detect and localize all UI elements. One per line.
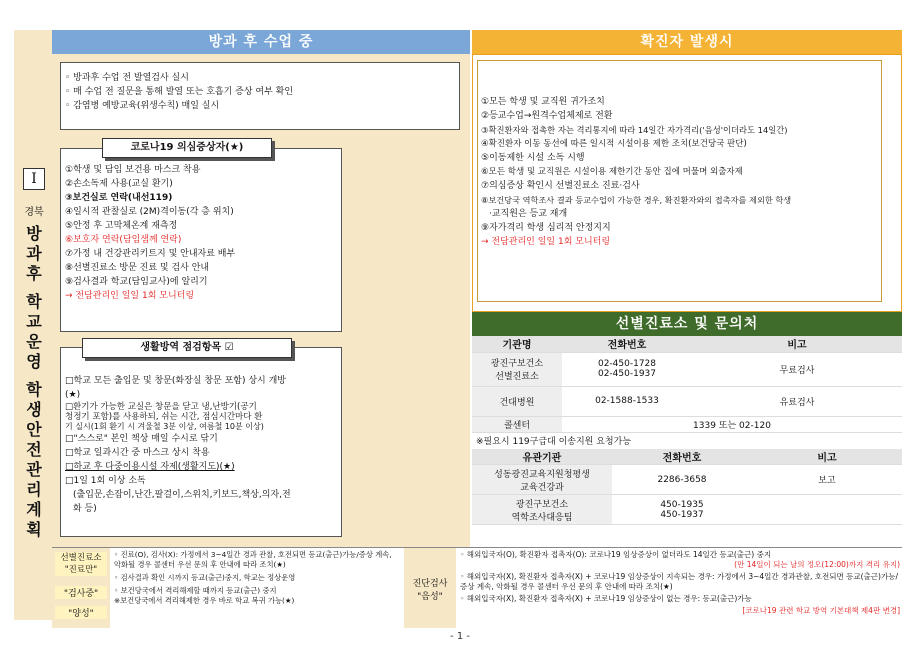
confirmed-item: ·교직원은 등교 재개 [489, 209, 568, 219]
vertical-title-char: 학 [26, 380, 42, 399]
vertical-title [19, 224, 49, 540]
clinic-header: 선별진료소 및 문의처 [472, 312, 902, 336]
suspect-item: ⑦가정 내 건강관리키트지 및 안내자료 배부 [65, 249, 236, 259]
precheck-box [60, 62, 460, 130]
cell-phone: 2286-3658 [612, 465, 752, 495]
cell-phone: 450-1935 450-1937 [612, 495, 752, 525]
confirmed-item: ④확진환자 이동 동선에 따른 일시적 시설이용 제한 조치(보건당국 판단) [481, 139, 747, 149]
cell-name: 성동광진교육지원청평생 교육건강과 [472, 465, 612, 495]
confirmed-item: ⑦의심증상 확인시 선별진료소 진료·검사 [481, 181, 640, 191]
vertical-title-char: 안 [26, 420, 42, 439]
bottom-note: ◦ 해외입국자(X), 확진환자 접촉자(X) + 코로나19 임상증상이 지속되는 경우: 가정에서 3~4일간 경과관찰, 호전되면 등교(출근)가능/증상 계속, 악화될 경우 콜센터 우선 문의 후 안내에 따라 조치(★) [460, 572, 898, 591]
suspect-item: ①학생 및 담임 보건용 마스크 착용 [65, 165, 201, 175]
clinic-panel [472, 336, 902, 548]
vertical-title-char: 후 [26, 264, 42, 283]
table-row [472, 416, 902, 432]
suspect-item: ②손소독제 사용(교실 환기) [65, 179, 173, 189]
confirmed-item: ③확진환자와 접촉한 자는 격리통지에 따라 14일간 자가격리('음성'이더라도 14일간) [481, 125, 788, 135]
cell-name: 콜센터 [472, 416, 562, 432]
cell-note: 유료검사 [692, 386, 902, 416]
life-item: (★) [65, 390, 81, 400]
vertical-title-char [19, 372, 49, 380]
suspect-item: ⑥보호자 연락(담임샘께 연락) [65, 235, 182, 245]
suspect-item: ③보건실로 연락(내선119) [65, 193, 173, 203]
confirmed-item: ②등교수업→원격수업체제로 전환 [481, 111, 613, 121]
col-header: 기관명 [472, 336, 562, 352]
confirmed-header: 확진자 발생시 [472, 30, 902, 54]
after-school-header: 방과 후 수업 중 [52, 30, 470, 54]
vertical-title-char: 획 [26, 520, 42, 539]
life-item: □환기가 가능한 교실은 창문을 닫고 냉,난방기(공기 [65, 402, 257, 412]
agency-table [472, 449, 902, 526]
life-item: (출입문,손잡이,난간,팔걸이,스위치,키보드,책상,의자,전 [73, 490, 291, 500]
clinic-note: ※필요시 119구급대 이송지원 요청가능 [476, 436, 632, 447]
cell-value: 1339 또는 02-120 [562, 416, 902, 432]
col-header: 전화번호 [562, 336, 692, 352]
col-header: 비고 [752, 449, 902, 465]
col-header: 비고 [692, 336, 902, 352]
cell-note [752, 495, 902, 525]
cell-note: 무료검사 [692, 352, 902, 386]
precheck-line: ◦ 감염병 예방교육(위생수칙) 매일 실시 [65, 101, 220, 111]
life-box [60, 347, 342, 537]
vertical-title-char: 계 [26, 500, 42, 519]
vertical-title-char: 관 [26, 460, 42, 479]
label-clinic-only: 선별진료소 "진료만" [55, 552, 107, 576]
vertical-title-char: 영 [26, 352, 42, 371]
life-item: 화 등) [73, 504, 97, 514]
cell-phone: 02-450-1728 02-450-1937 [562, 352, 692, 386]
col-header: 유관기관 [472, 449, 612, 465]
precheck-line: ◦ 방과후 수업 전 발열검사 실시 [65, 73, 189, 83]
label-testing: "검사중" [55, 586, 107, 599]
table-row [472, 465, 902, 495]
clinic-table [472, 336, 902, 433]
vertical-title-char: 전 [26, 440, 42, 459]
bottom-left-text [114, 550, 399, 606]
vertical-title-char: 학 [26, 292, 42, 311]
bottom-note: ◦ 보건당국에서 격리해제할 때까지 등교(출근) 중지 [114, 586, 277, 595]
section-number: I [23, 168, 45, 190]
bottom-right-text [460, 550, 900, 616]
suspect-item: ⑨검사결과 학교(담임교사)에 알리기 [65, 277, 208, 287]
confirmed-item: ⑥모든 학생 및 교직원은 시설이용 제한기간 동안 집에 머물며 외출자제 [481, 167, 743, 177]
table-row [472, 495, 902, 525]
bottom-note: ◦ 검사결과 확인 시까지 등교(출근)중지, 학교는 정상운영 [114, 573, 296, 582]
mid-label-line: "음성" [417, 592, 443, 602]
confirmed-item: ⑤이동제한 시설 소독 시행 [481, 153, 585, 163]
confirmed-item: ⑨자가격리 학생 심리적 안정지지 [481, 223, 611, 233]
vertical-title-char: 교 [26, 312, 42, 331]
confirmed-item: ①모든 학생 및 교직원 귀가조치 [481, 97, 605, 107]
vertical-title-char [19, 284, 49, 292]
life-item: □학교 일과시간 중 마스크 상시 착용 [65, 448, 210, 458]
mid-label-line: 진단검사 [412, 579, 448, 589]
bottom-note: (만 14일이 되는 날의 정오(12:00)까지 격리 유지) [734, 560, 900, 569]
table-row [472, 386, 902, 416]
vertical-title-char: 생 [26, 400, 42, 419]
suspect-title: 코로나19 의심증상자(★) [102, 138, 272, 158]
bottom-note: ※보건당국에서 격리해제한 경우 바로 학교 복귀 가능(★) [114, 596, 295, 605]
table-row [472, 352, 902, 386]
bottom-panel [52, 547, 902, 627]
page-number: - 1 - [450, 631, 470, 642]
life-item: □"스스로" 본인 책상 매일 수시로 닦기 [65, 434, 218, 444]
cell-name: 광진구보건소 선별진료소 [472, 352, 562, 386]
life-item: □하교 후 다중이용시설 자제(생활지도)(★) [65, 462, 235, 472]
suspect-box [60, 148, 342, 332]
suspect-item: ⑧선별진료소 방문 진료 및 검사 안내 [65, 263, 210, 273]
vertical-title-char: 운 [26, 332, 42, 351]
suspect-item: → 전담관리인 일일 1회 모니터링 [65, 291, 195, 301]
life-item: 청정기 포함)를 사용하되, 쉬는 시간, 점심시간마다 환 [65, 412, 263, 422]
bottom-note: ◦ 진료(O), 검사(X): 가정에서 3~4일간 경과 관찰, 호전되면 등교(출근)가능/증상 계속, 악화될 경우 콜센터 우선 문의 후 안내에 따라 조치(★) [114, 550, 392, 569]
vertical-title-char: 리 [26, 480, 42, 499]
bottom-note: ◦ 해외입국자(O), 확진환자 접촉자(O): 코로나19 임상증상이 없더라도 14일간 등교(출근) 중지 [460, 550, 772, 559]
col-header: 전화번호 [612, 449, 752, 465]
life-title: 생활방역 점검항목 ☑ [82, 338, 292, 358]
life-item: □1일 1회 이상 소독 [65, 476, 146, 486]
vertical-title-char: 과 [26, 244, 42, 263]
suspect-item: ⑤안정 후 고막체온계 재측정 [65, 221, 178, 231]
region-label: 경북 [24, 207, 44, 218]
source-note: [코로나19 관련 학교 방역 기본대책 제4판 변경] [742, 606, 900, 615]
bottom-note: ◦ 해외입국자(X), 확진환자 접촉자(X) + 코로나19 임상증상이 없는 경우: 등교(출근)가능 [460, 594, 752, 603]
cell-name: 광진구보건소 역학조사대응팀 [472, 495, 612, 525]
mid-label [404, 548, 456, 628]
confirmed-item: → 전담관리인 일일 1회 모니터링 [481, 237, 611, 247]
life-item: □학교 모든 출입문 및 창문(화장실 창문 포함) 상시 개방 [65, 376, 286, 386]
vertical-title-char: 방 [26, 224, 42, 243]
life-item: 기 실시(1회 환기 시 겨울철 3분 이상, 여름철 10분 이상) [65, 422, 264, 431]
label-positive: "양성" [55, 606, 107, 619]
confirmed-item: ⑧보건당국 역학조사 결과 등교수업이 가능한 경우, 확진환자와의 접촉자를 제외한 학생 [481, 195, 792, 205]
suspect-item: ④일시적 관찰실로 (2M)격이동(각 층 위치) [65, 207, 234, 217]
cell-phone: 02-1588-1533 [562, 386, 692, 416]
cell-name: 건대병원 [472, 386, 562, 416]
confirmed-box [477, 60, 882, 302]
cell-note: 보고 [752, 465, 902, 495]
precheck-line: ◦ 매 수업 전 질문을 통해 발열 또는 호흡기 증상 여부 확인 [65, 87, 294, 97]
